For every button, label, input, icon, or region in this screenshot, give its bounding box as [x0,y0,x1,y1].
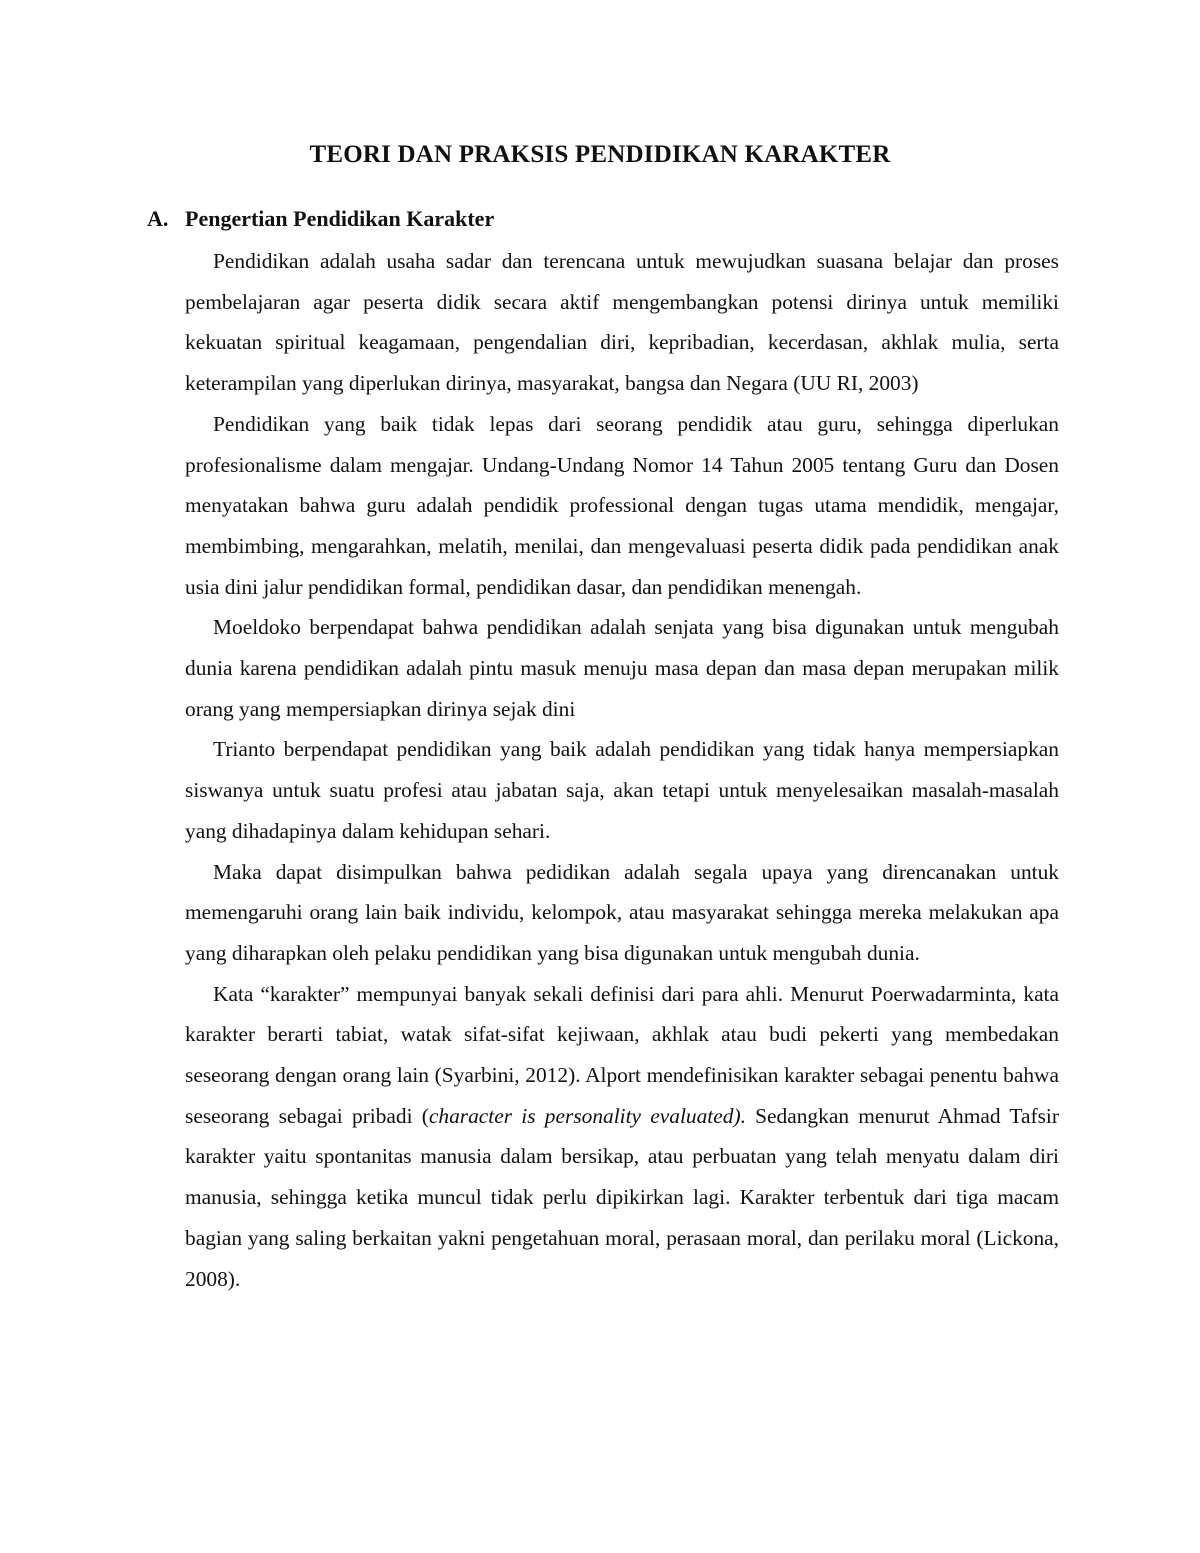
section-heading-text: Pengertian Pendidikan Karakter [185,206,495,231]
section-number: A. [147,206,169,231]
paragraph-3: Moeldoko berpendapat bahwa pendidikan adalah senjata yang bisa digunakan untuk mengubah dunia karena pendidikan adalah pintu masuk menuju masa depan dan masa depan merupakan milik orang yang mempersiapkan dirinya sejak dini [185,615,1059,721]
paragraph-6-part-1: Kata “karakter” mempunyai banyak sekali definisi dari para ahli. Menurut Poerwadarminta, kata karakter berarti tabiat, watak sifat-sifat kejiwaan, akhlak atau budi pekerti yang membedakan seseorang dengan orang lain (Syarbini, 2012). Alport mendefinisikan karakter sebagai penentu bahwa seseorang sebagai pribadi ( [185,981,1059,1128]
paragraph-1: Pendidikan adalah usaha sadar dan terencana untuk mewujudkan suasana belajar dan proses pembelajaran agar peserta didik secara aktif mengembangkan potensi dirinya untuk memiliki kekuatan spiritual keagamaan, pengendalian diri, kepribadian, kecerdasan, akhlak mulia, serta keterampilan yang diperlukan dirinya, masyarakat, bangsa dan Negara (UU RI, 2003) [185,249,1059,396]
document-body [185,241,1059,1299]
paragraph-6-italic: character is personality evaluated). [428,1103,746,1128]
paragraph-6 [185,974,1059,1300]
document-title: TEORI DAN PRAKSIS PENDIDIKAN KARAKTER [309,141,891,168]
paragraph-5: Maka dapat disimpulkan bahwa pedidikan adalah segala upaya yang direncanakan untuk memengaruhi orang lain baik individu, kelompok, atau masyarakat sehingga mereka melakukan apa yang diharapkan oleh pelaku pendidikan yang bisa digunakan untuk mengubah dunia. [185,859,1059,965]
paragraph-4: Trianto berpendapat pendidikan yang baik adalah pendidikan yang tidak hanya mempersiapkan siswanya untuk suatu profesi atau jabatan saja, akan tetapi untuk menyelesaikan masalah-masalah yang dihadapinya dalam kehidupan sehari. [185,737,1059,843]
paragraph-2: Pendidikan yang baik tidak lepas dari seorang pendidik atau guru, sehingga diperlukan profesionalisme dalam mengajar. Undang-Undang Nomor 14 Tahun 2005 tentang Guru dan Dosen menyatakan bahwa guru adalah pendidik professional dengan tugas utama mendidik, mengajar, membimbing, mengarahkan, melatih, menilai, dan mengevaluasi peserta didik pada pendidikan anak usia dini jalur pendidikan formal, pendidikan dasar, dan pendidikan menengah. [185,411,1059,599]
paragraph-6-part-2: Sedangkan menurut Ahmad Tafsir karakter yaitu spontanitas manusia dalam bersikap, atau perbuatan yang telah menyatu dalam diri manusia, sehingga ketika muncul tidak perlu dipikirkan lagi. Karakter terbentuk dari tiga macam bagian yang saling berkaitan yakni pengetahuan moral, perasaan moral, dan perilaku moral (Lickona, 2008). [185,1103,1059,1291]
section-heading [147,206,494,232]
